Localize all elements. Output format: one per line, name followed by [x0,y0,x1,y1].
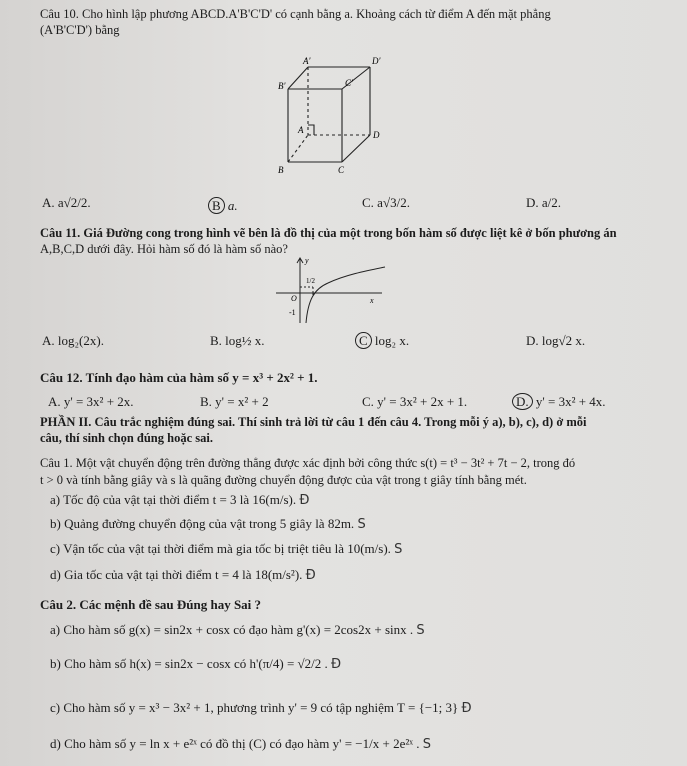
vertex-label-c: C [338,165,345,175]
part2-heading-line1: PHẦN II. Câu trắc nghiệm đúng sai. Thí sinh trả lời từ câu 1 đến câu 4. Trong mỗi ý a), b), c), d) ở mỗi [40,415,587,429]
c2-statement-d: d) Cho hàm số y = ln x + e²ˣ có đồ thị (C) có đạo hàm y' = −1/x + 2e²ˣ . S [50,736,432,752]
q12-option-d: D. y' = 3x² + 4x. [512,394,606,410]
c2-mark-a: S [416,623,425,638]
c1-statement-c: c) Vận tốc của vật tại thời điểm mà gia tốc bị triệt tiêu là 10(m/s). S [50,541,403,557]
c1-statement-b: b) Quảng đường chuyển động của vật trong 5 giây là 82m. S [50,516,366,532]
q10-option-c: C. a√3/2. [362,195,410,210]
q12-stem: Câu 12. Tính đạo hàm của hàm số y = x³ + 2x² + 1. [40,370,318,385]
c1-mark-b: S [357,517,366,532]
vertex-label-a: A [298,125,304,135]
c1-mark-d: Đ [305,568,316,583]
vertex-label-d: D [373,130,380,140]
q12-option-b: B. y' = x² + 2 [200,394,269,409]
q11-option-a: A. log₂(2x). [42,333,104,348]
q12-option-a: A. y' = 3x² + 2x. [48,394,134,409]
c1-stem-line1: Câu 1. Một vật chuyển động trên đường thẳng được xác định bởi công thức s(t) = t³ − 3t² + 7t − 2, trong đó [40,456,576,470]
c2-mark-d: S [422,737,432,752]
tick-label-half: 1/2 [306,277,315,285]
axis-label-y: y [305,256,309,265]
c1-mark-c: S [394,542,403,557]
q10-option-d: D. a/2. [526,195,562,210]
q11-option-b: B. log½ x. [210,333,265,348]
c1-mark-a: Đ [299,493,310,508]
q11-stem-line2: A,B,C,D dưới đây. Hỏi hàm số đó là hàm số nào? [40,242,288,256]
q10-option-b: B a. [208,198,238,214]
vertex-label-d1: D' [372,56,381,66]
part2-heading-line2: câu, thí sinh chọn đúng hoặc sai. [40,431,213,445]
q11-option-c: C log₂ x. [355,333,409,349]
vertex-label-a1: A' [303,56,311,66]
c2-mark-c: Đ [461,701,472,716]
q12-option-c: C. y' = 3x² + 2x + 1. [362,394,468,409]
vertex-label-c1: C' [345,78,353,88]
q10-stem-line2: (A'B'C'D') bằng [40,23,120,37]
cube-figure [270,55,390,180]
q11-option-d: D. log√2 x. [526,333,586,348]
vertex-label-b: B [278,165,284,175]
c2-title: Câu 2. Các mệnh đề sau Đúng hay Sai ? [40,597,262,612]
axis-label-x: x [370,296,374,305]
q10-option-a: A. a√2/2. [42,195,91,210]
q11-stem-line1: Câu 11. Giá Đường cong trong hình vẽ bên là đồ thị của một trong bốn hàm số được liệt kê ở bốn phương án [40,226,617,240]
c1-statement-d: d) Gia tốc của vật tại thời điểm t = 4 là 18(m/s²). Đ [50,567,316,583]
q10-stem-line1: Câu 10. Cho hình lập phương ABCD.A'B'C'D' có cạnh bằng a. Khoảng cách từ điểm A đến mặt phẳng [40,7,551,21]
c2-statement-a: a) Cho hàm số g(x) = sin2x + cosx có đạo hàm g'(x) = 2cos2x + sinx . S [50,622,425,638]
origin-label: O [291,294,297,303]
c1-stem-line2: t > 0 và tính bằng giây và s là quãng đường chuyển động được của vật trong t giây tính bằng mét. [40,473,527,487]
c2-mark-b: Đ [331,657,342,672]
c2-statement-b: b) Cho hàm số h(x) = sin2x − cosx có h'(π/4) = √2/2 . Đ [50,656,342,672]
c1-statement-a: a) Tốc độ của vật tại thời điểm t = 3 là 16(m/s). Đ [50,492,310,508]
vertex-label-b1: B' [278,81,286,91]
c2-statement-c: c) Cho hàm số y = x³ − 3x² + 1, phương trình y' = 9 có tập nghiệm T = {−1; 3} Đ [50,700,472,716]
log-graph-figure [270,255,390,325]
tick-label-neg1: -1 [289,308,296,317]
